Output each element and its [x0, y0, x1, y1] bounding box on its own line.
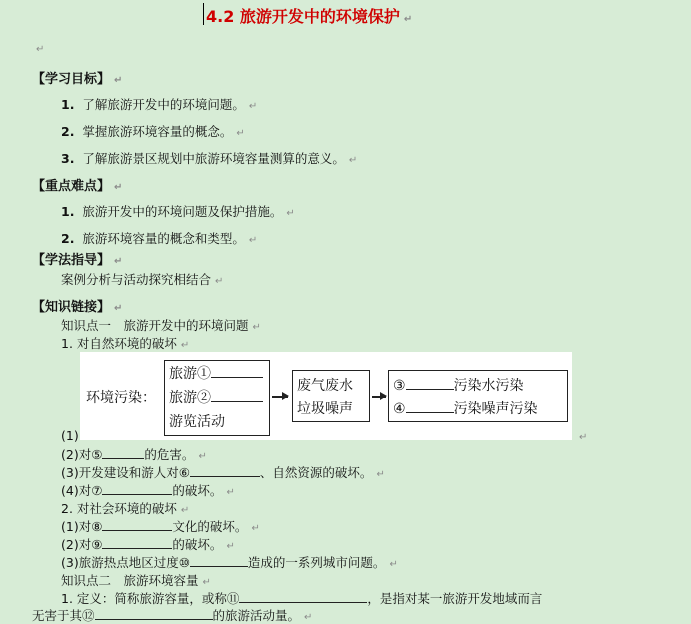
keypoints-heading: 【重点难点】 ↵ — [32, 179, 123, 194]
item-line: (2)对⑤ 的危害。 ↵ — [61, 447, 207, 462]
paragraph-mark-icon: ↵ — [579, 432, 588, 443]
page-title: 4.2 旅游开发中的环境保护 ↵ — [206, 7, 413, 26]
item-line: 2. 对社会环境的破坏 ↵ — [61, 501, 190, 516]
keypoint-item: 1. 旅游开发中的环境问题及保护措施。 ↵ — [61, 204, 295, 219]
keypoint-item: 2. 旅游环境容量的概念和类型。 ↵ — [61, 231, 258, 246]
source-item: 游览活动 — [169, 414, 225, 430]
item-line: 1. 定义：简称旅游容量，或称⑪ ，是指对某一旅游开发地域而言 — [61, 591, 543, 606]
paragraph-mark-icon: ↵ — [403, 14, 413, 25]
pollution-diagram — [80, 352, 572, 440]
diagram-label: 环境污染： — [86, 390, 156, 406]
source-item: 旅游② — [169, 387, 263, 407]
middle-item: 废气废水 — [297, 378, 353, 394]
paragraph-mark-icon: ↵ — [36, 44, 45, 55]
item-line: (3)旅游热点地区过度⑩ 造成的一系列城市问题。 ↵ — [61, 555, 398, 570]
paragraph-mark-icon: ↵ — [114, 75, 123, 86]
knowledge-heading: 【知识链接】 ↵ — [32, 300, 123, 315]
middle-box — [292, 370, 370, 422]
method-text: 案例分析与活动探究相结合 ↵ — [61, 272, 224, 287]
knowledge-point-1: 知识点一 旅游开发中的环境问题 ↵ — [61, 318, 261, 333]
knowledge-point-2: 知识点二 旅游环境容量 ↵ — [61, 573, 211, 588]
goal-item: 3. 了解旅游景区规划中旅游环境容量测算的意义。 ↵ — [61, 151, 358, 166]
sources-box — [164, 360, 270, 436]
source-item: 旅游① — [169, 363, 263, 383]
item-line: (2)对⑨ 的破坏。 ↵ — [61, 537, 235, 552]
results-box — [388, 370, 568, 422]
item-line: 无害于其⑫ 的旅游活动量。 ↵ — [32, 608, 313, 623]
knowledge-subheading: 1. 对自然环境的破坏 ↵ — [61, 336, 190, 351]
arrow-icon — [272, 396, 288, 398]
text-cursor — [203, 3, 204, 25]
method-heading: 【学法指导】 ↵ — [32, 253, 123, 268]
item-line: (4)对⑦ 的破坏。 ↵ — [61, 483, 235, 498]
empty-paragraph — [32, 40, 44, 55]
arrow-icon — [372, 396, 386, 398]
goal-item: 2. 掌握旅游环境容量的概念。 ↵ — [61, 124, 245, 139]
middle-item: 垃圾噪声 — [297, 401, 353, 417]
item-line: (3)开发建设和游人对⑥ 、自然资源的破坏。 ↵ — [61, 465, 385, 480]
result-item: ③ 污染水污染 — [393, 378, 524, 394]
item-line: (1)对⑧ 文化的破坏。 ↵ — [61, 519, 260, 534]
goal-item: 1. 了解旅游开发中的环境问题。 ↵ — [61, 97, 258, 112]
goals-heading: 【学习目标】 ↵ — [32, 72, 123, 87]
item-line: (1) — [61, 428, 79, 443]
result-item: ④ 污染噪声污染 — [393, 401, 538, 417]
